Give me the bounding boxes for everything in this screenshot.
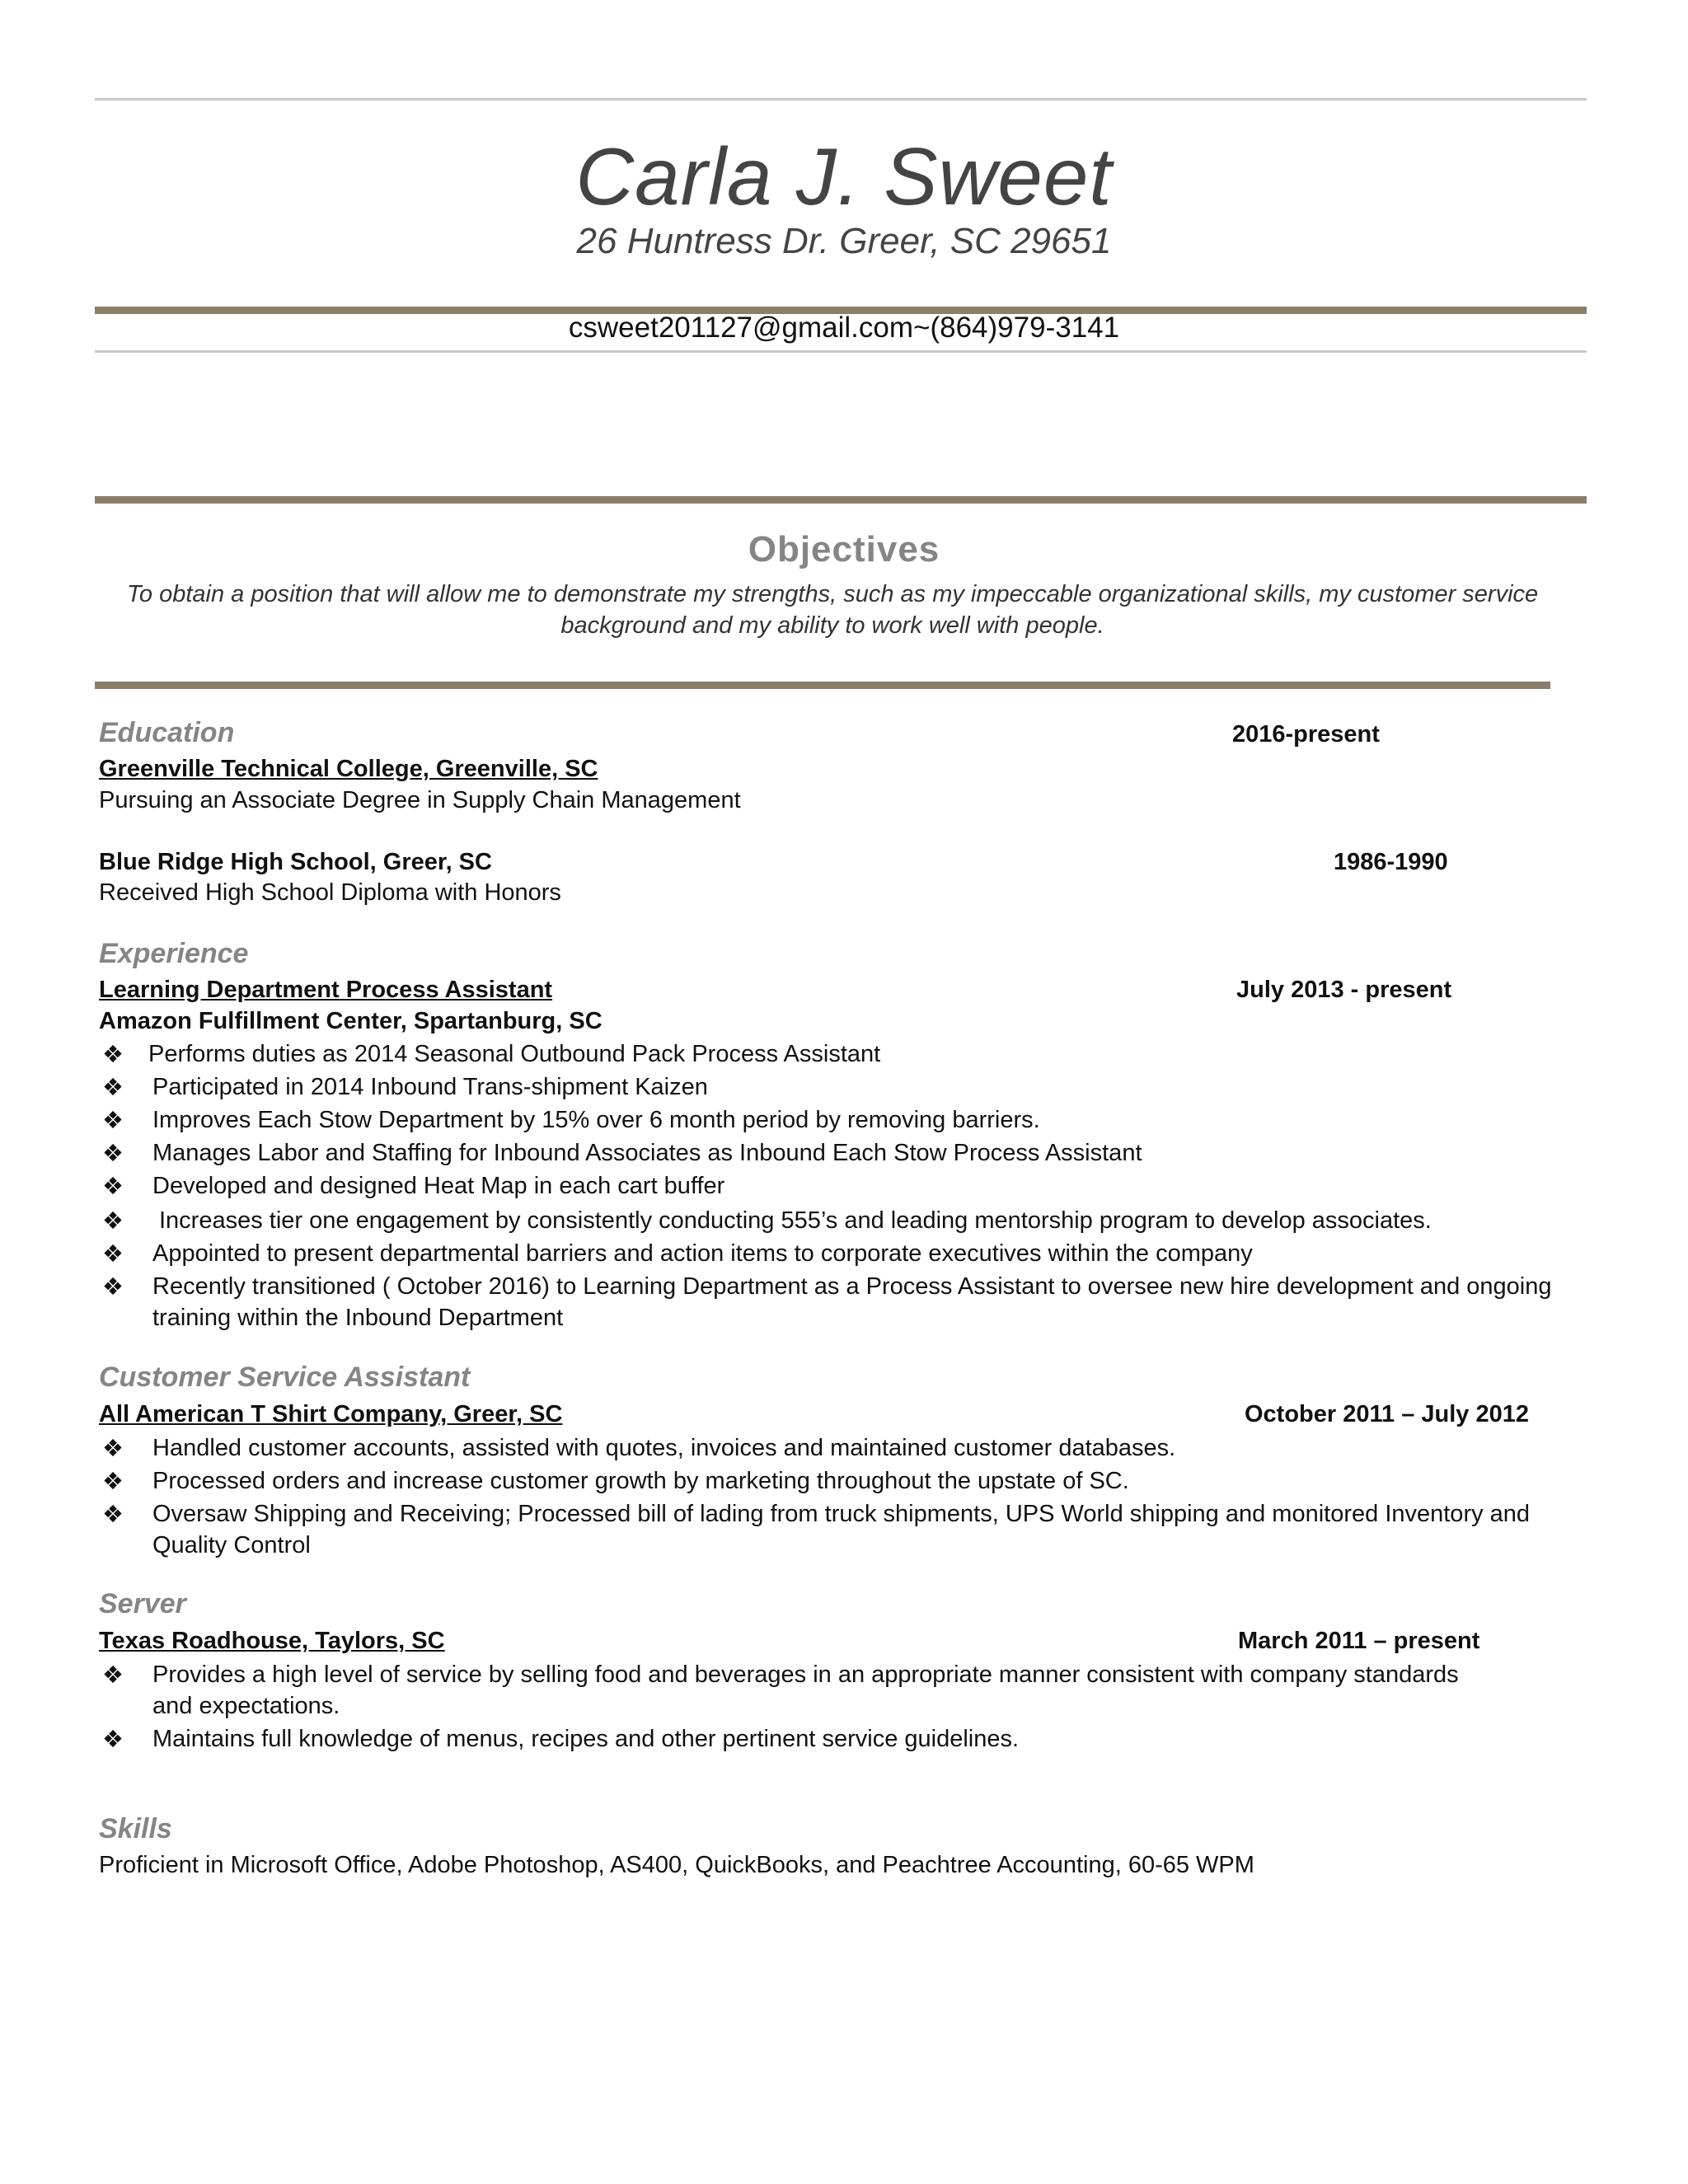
education-detail-2: Received High School Diploma with Honors	[99, 879, 561, 906]
job1-bullet-4: Manages Labor and Staffing for Inbound Associates as Inbound Each Stow Process Assistant	[152, 1140, 1142, 1166]
job3-title: Server	[99, 1588, 186, 1619]
experience-heading: Experience	[99, 938, 249, 969]
job3-dates: March 2011 – present	[1238, 1628, 1480, 1654]
job1-bullet-8: Recently transitioned ( October 2016) to Learning Department as a Process Assistant to oversee new hire development and ongoing training within the Inbound Department	[152, 1273, 1552, 1331]
contact-divider	[95, 350, 1587, 353]
job2-dates: October 2011 – July 2012	[1245, 1401, 1529, 1427]
job1-bullet-1: Performs duties as 2014 Seasonal Outbound Pack Process Assistant	[148, 1041, 881, 1067]
objectives-bottom-rule	[95, 682, 1550, 689]
job2-bullet-1: Handled customer accounts, assisted with quotes, invoices and maintained customer databases.	[152, 1435, 1176, 1461]
job2-bullet-3: Oversaw Shipping and Receiving; Processed bill of lading from truck shipments, UPS World shipping and monitored Inventory and Quality Control	[152, 1501, 1531, 1558]
bullet-icon: ❖	[102, 1274, 124, 1301]
education-heading: Education	[99, 717, 235, 748]
job1-bullet-5: Developed and designed Heat Map in each cart buffer	[152, 1173, 725, 1199]
job1-role: Learning Department Process Assistant	[99, 977, 553, 1003]
job2-company: All American T Shirt Company, Greer, SC	[99, 1401, 563, 1427]
education-school-2: Blue Ridge High School, Greer, SC	[99, 849, 492, 875]
education-detail-1: Pursuing an Associate Degree in Supply Chain Management	[99, 787, 741, 813]
objectives-top-rule	[95, 496, 1587, 504]
job1-bullet-3: Improves Each Stow Department by 15% over 6 month period by removing barriers.	[152, 1107, 1040, 1133]
objectives-text: To obtain a position that will allow me to demonstrate my strengths, such as my impeccable organizational skills, my customer service background and my ability to work well with people.	[126, 581, 1539, 639]
job3-bullet-2: Maintains full knowledge of menus, recipes and other pertinent service guidelines.	[152, 1726, 1020, 1752]
bullet-icon: ❖	[102, 1141, 124, 1167]
bullet-icon: ❖	[102, 1241, 124, 1268]
job1-bullet-2: Participated in 2014 Inbound Trans-shipment Kaizen	[152, 1074, 708, 1100]
job1-bullet-6: Increases tier one engagement by consistently conducting 555’s and leading mentorship program to develop associates.	[159, 1207, 1432, 1234]
bullet-icon: ❖	[102, 1662, 124, 1689]
education-dates-2: 1986-1990	[1334, 849, 1448, 875]
job3-company: Texas Roadhouse, Taylors, SC	[99, 1628, 445, 1654]
applicant-address: 26 Huntress Dr. Greer, SC 29651	[576, 221, 1112, 261]
top-divider	[95, 98, 1587, 101]
job1-dates: July 2013 - present	[1236, 977, 1452, 1003]
skills-heading: Skills	[99, 1813, 172, 1844]
job3-bullet-1: Provides a high level of service by selling food and beverages in an appropriate manner consistent with company standards and expectations.	[152, 1661, 1459, 1719]
job2-title: Customer Service Assistant	[99, 1361, 471, 1393]
bullet-icon: ❖	[102, 1502, 124, 1528]
bullet-icon: ❖	[102, 1208, 124, 1235]
education-school-1: Greenville Technical College, Greenville, SC	[99, 756, 598, 782]
education-dates-1: 2016-present	[1232, 721, 1380, 748]
bullet-icon: ❖	[102, 1727, 124, 1753]
bullet-icon: ❖	[102, 1108, 124, 1134]
bullet-icon: ❖	[102, 1075, 124, 1101]
job2-bullet-2: Processed orders and increase customer growth by marketing throughout the upstate of SC.	[152, 1468, 1129, 1494]
objectives-heading: Objectives	[748, 529, 940, 569]
applicant-name: Carla J. Sweet	[575, 131, 1113, 222]
bullet-icon: ❖	[102, 1436, 124, 1462]
job1-bullet-7: Appointed to present departmental barriers and action items to corporate executives within the company	[152, 1240, 1253, 1267]
bullet-icon: ❖	[102, 1174, 124, 1200]
bullet-icon: ❖	[102, 1042, 124, 1068]
skills-text: Proficient in Microsoft Office, Adobe Photoshop, AS400, QuickBooks, and Peachtree Accounting, 60-65 WPM	[99, 1852, 1254, 1878]
bullet-icon: ❖	[102, 1469, 124, 1495]
job1-company: Amazon Fulfillment Center, Spartanburg, SC	[99, 1008, 603, 1034]
contact-line: csweet201127@gmail.com~(864)979-3141	[568, 312, 1120, 344]
